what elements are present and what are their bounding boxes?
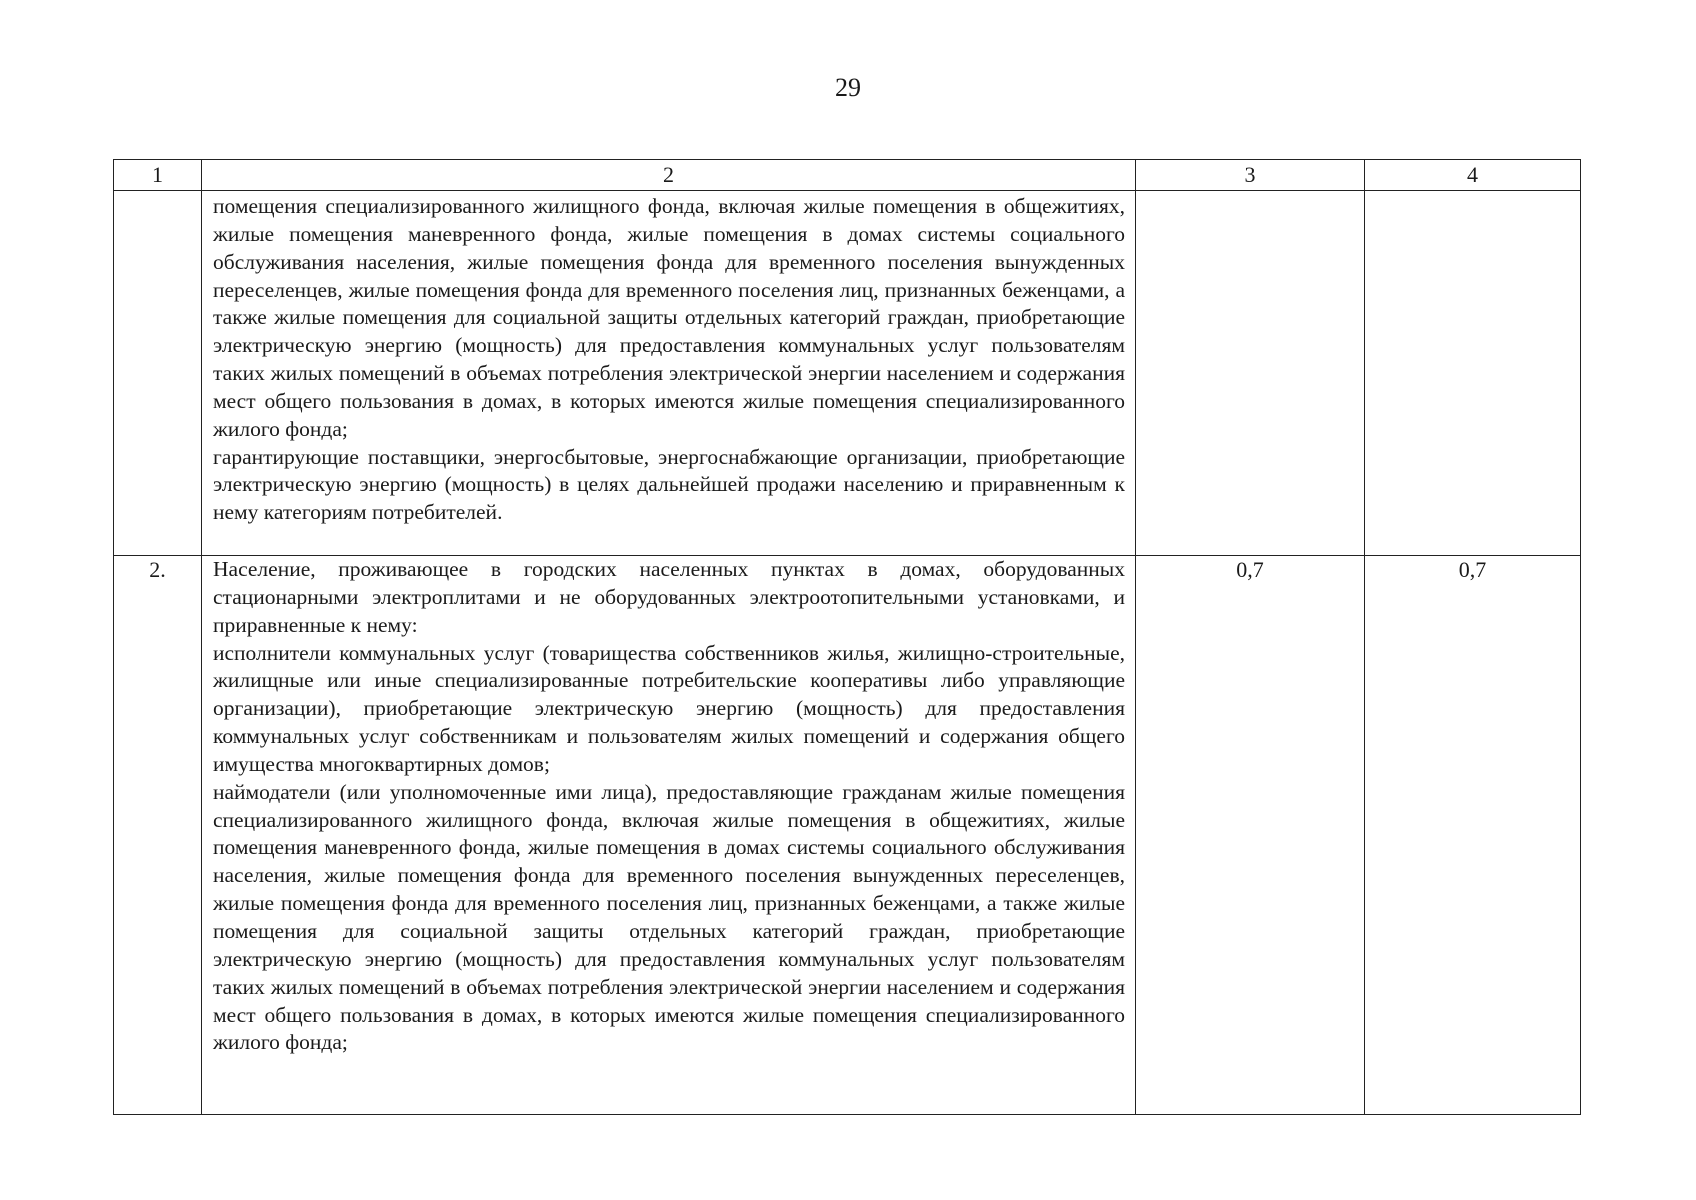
description-paragraph: помещения специализированного жилищного фонда, включая жилые помещения в общежитиях, жилые помещения маневренного фонда, жилые помещения в домах системы социального обслуживания населения, жилые помещения фонда для временного поселения вынужденных переселенцев, жилые помещения фонда для временного поселения лиц, признанных беженцами, а также жилые помещения для социальной защиты отдельных категорий граждан, приобретающие электрическую энергию (мощность) для предоставления коммунальных услуг пользователям таких жилых помещений в объемах потребления электрической энергии населением и содержания мест общего пользования в домах, в которых имеются жилые помещения специализированного жилого фонда;: [213, 194, 1125, 441]
column-header-4: 4: [1365, 160, 1581, 191]
description-paragraph: исполнители коммунальных услуг (товарищества собственников жилья, жилищно-строительные, жилищные или иные специализированные потребительские кооперативы либо управляющие организации), приобретающие электрическую энергию (мощность) для предоставления коммунальных услуг собственникам и пользователям жилых помещений и содержания общего имущества многоквартирных домов;: [213, 640, 1125, 776]
row-number: 2.: [114, 556, 202, 1115]
table-header-row: [114, 160, 1581, 191]
row-description: [202, 556, 1136, 1115]
description-paragraph: гарантирующие поставщики, энергосбытовые, энергоснабжающие организации, приобретающие электрическую энергию (мощность) в целях дальнейшей продажи населению и приравненным к нему категориям потребителей.: [213, 444, 1125, 525]
row-number: [114, 191, 202, 556]
row-value-col4: 0,7: [1365, 556, 1581, 1115]
tariff-table: [113, 159, 1581, 1115]
page-number: 29: [835, 73, 861, 102]
row-value-col3: 0,7: [1136, 556, 1365, 1115]
row-description: [202, 191, 1136, 556]
description-paragraph: наймодатели (или уполномоченные ими лица), предоставляющие гражданам жилые помещения специализированного жилищного фонда, включая жилые помещения в общежитиях, жилые помещения маневренного фонда, жилые помещения в домах системы социального обслуживания населения, жилые помещения фонда для временного поселения вынужденных переселенцев, жилые помещения фонда для временного поселения лиц, признанных беженцами, а также жилые помещения для социальной защиты отдельных категорий граждан, приобретающие электрическую энергию (мощность) для предоставления коммунальных услуг пользователям таких жилых помещений в объемах потребления электрической энергии населением и содержания мест общего пользования в домах, в которых имеются жилые помещения специализированного жилого фонда;: [213, 779, 1125, 1055]
column-header-3: 3: [1136, 160, 1365, 191]
row-value-col4: [1365, 191, 1581, 556]
description-paragraph: Население, проживающее в городских населенных пунктах в домах, оборудованных стационарными электроплитами и не оборудованных электроотопительными установками, и приравненные к нему:: [213, 557, 1125, 637]
row-value-col3: [1136, 191, 1365, 556]
column-header-2: 2: [202, 160, 1136, 191]
table-row: [114, 191, 1581, 556]
table-row: [114, 556, 1581, 1115]
column-header-1: 1: [114, 160, 202, 191]
